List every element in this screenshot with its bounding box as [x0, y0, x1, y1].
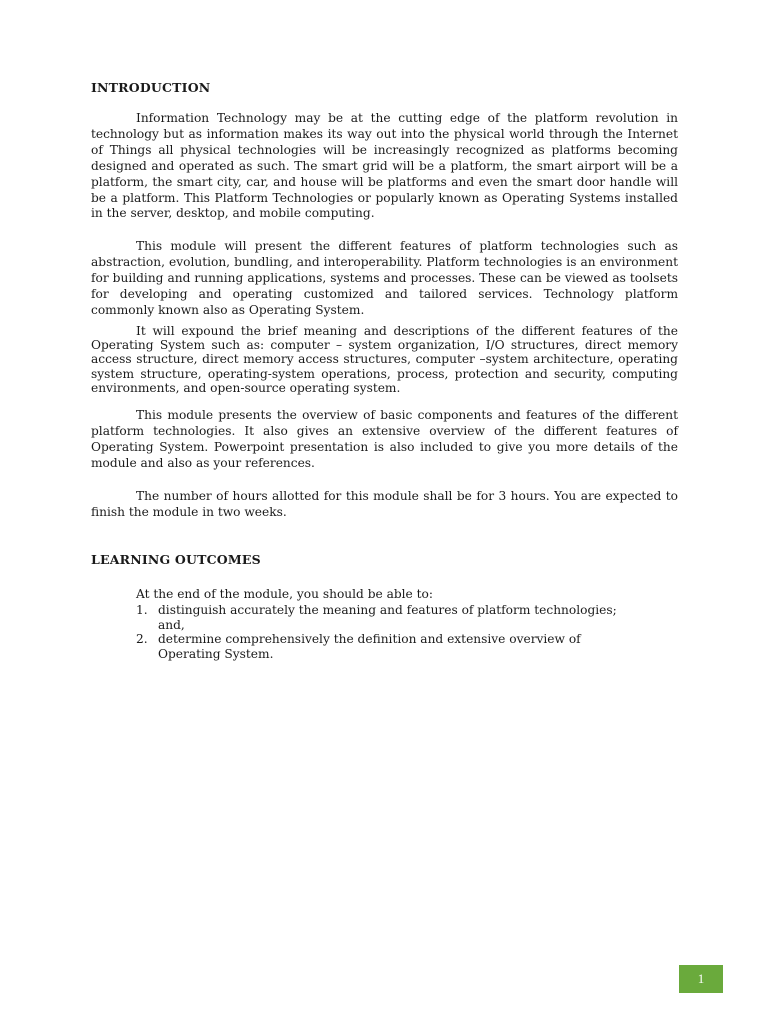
intro-paragraph-3: It will expound the brief meaning and descriptions of the different features of the Operating System such as: computer – system organization, I/O structures, direct memory access structure, direct memory access structures, computer –system architecture, operating system structure, operating-system operations, process, protection and security, computing environments, and open-source operating system.: [91, 324, 678, 395]
outcome-text: determine comprehensively the definition and extensive overview of Operating System.: [158, 632, 581, 661]
intro-paragraph-5: The number of hours allotted for this module shall be for 3 hours. You are expected to finish the module in two weeks.: [91, 489, 678, 519]
page-number-badge: 1: [679, 965, 723, 993]
outcomes-intro: At the end of the module, you should be able to:: [136, 587, 433, 601]
intro-paragraph-4: This module presents the overview of basic components and features of the different platform technologies. It also gives an extensive overview of the different features of Operating System. Powerpoint presentation is also included to give you more details of the module and also as your references.: [91, 408, 678, 470]
outcome-item: [136, 603, 636, 632]
outcomes-list: [136, 603, 636, 661]
intro-paragraph-2: This module will present the different features of platform technologies such as abstraction, evolution, bundling, and interoperability. Platform technologies is an environment for building and running applications, systems and processes. These can be viewed as toolsets for developing and operating customized and tailored services. Technology platform commonly known also as Operating System.: [91, 239, 678, 317]
intro-paragraph-1: Information Technology may be at the cutting edge of the platform revolution in technology but as information makes its way out into the physical world through the Internet of Things all physical technologies will be increasingly recognized as platforms becoming designed and operated as such. The smart grid will be a platform, the smart airport will be a platform, the smart city, car, and house will be platforms and even the smart door handle will be a platform. This Platform Technologies or popularly known as Operating Systems installed in the server, desktop, and mobile computing.: [91, 111, 678, 221]
outcome-text: distinguish accurately the meaning and features of platform technologies; and,: [158, 603, 617, 632]
learning-outcomes-heading: LEARNING OUTCOMES: [91, 552, 261, 567]
introduction-heading: INTRODUCTION: [91, 80, 211, 95]
outcome-item: [136, 632, 636, 661]
outcome-number: 1.: [136, 603, 148, 617]
outcome-number: 2.: [136, 632, 148, 647]
